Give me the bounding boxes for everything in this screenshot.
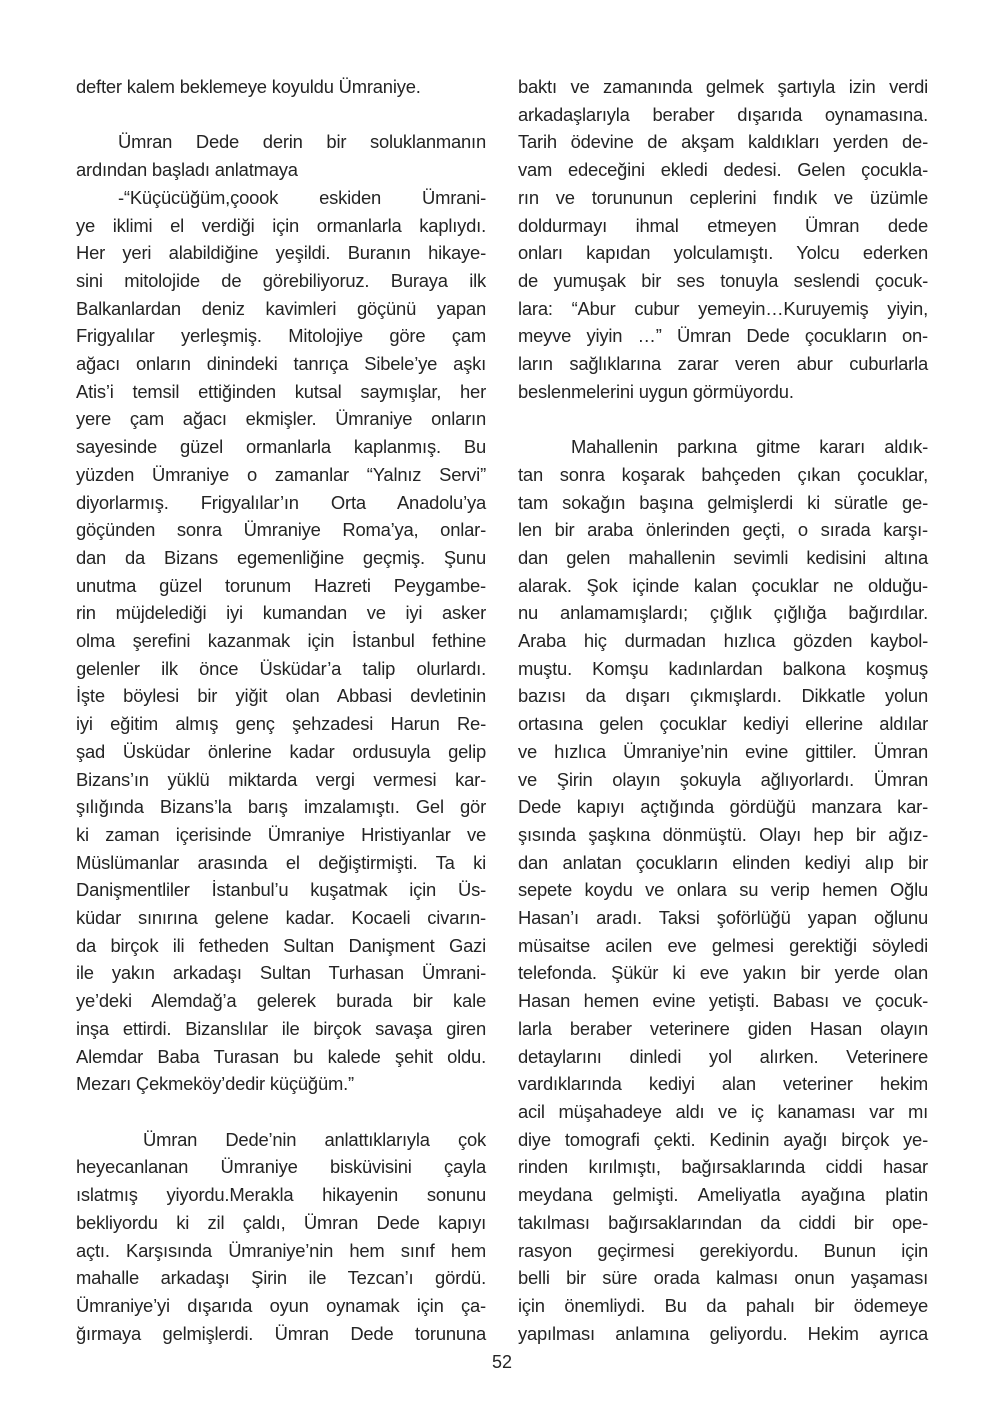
text-line: küdar sınırına gelene kadar. Kocaeli civarın-	[76, 907, 486, 929]
text-line: tam sokağın başına gelmişlerdi ki süratle ge-	[518, 491, 928, 513]
text-line: doldurmayı ihmal etmeyen Ümran dede	[518, 214, 928, 236]
text-line: göçünden sonra Ümraniye Roma’ya, onlar-	[76, 519, 486, 541]
text-line: ların sağlıklarına zarar veren abur cuburlarla	[518, 353, 928, 375]
text-line: de yumuşak bir ses tonuyla seslendi çocuk-	[518, 269, 928, 291]
text-line: lara: “Abur cubur yemeyin…Kuruyemiş yiyin,	[518, 297, 928, 319]
text-line: nu anlamamışlardı; çığlık çığlığa bağırdılar.	[518, 602, 928, 624]
text-line: belli bir süre orada kalması onun yaşaması	[518, 1267, 928, 1289]
text-line: Bizans’ın yüklü miktarda vergi vermesi kar-	[76, 768, 486, 790]
text-line: Müslümanlar arasında el değiştirmişti. Ta ki	[76, 851, 486, 873]
text-line: ıslatmış yiyordu.Merakla hikayenin sonunu	[76, 1184, 486, 1206]
text-line: diye tomografi çekti. Kedinin ayağı birçok ye-	[518, 1128, 928, 1150]
text-line: Dede kapıyı açtığında gördüğü manzara kar-	[518, 796, 928, 818]
text-line: larla beraber veterinere giden Hasan olayın	[518, 1017, 928, 1039]
paragraph	[518, 433, 928, 1347]
paragraph	[76, 1126, 486, 1348]
text-line: yere çam ağacı ekmişler. Ümraniye onların	[76, 408, 486, 430]
text-line: rinden kırılmıştı, bağırsaklarında ciddi hasar	[518, 1156, 928, 1178]
text-line: rasyon geçirmesi gerekiyordu. Bunun için	[518, 1239, 928, 1261]
text-line: takılması bağırsaklarından da ciddi bir ope-	[518, 1211, 928, 1233]
text-line: heyecanlanan Ümraniye bisküvisini çayla	[76, 1156, 486, 1178]
text-line: bekliyordu ki zil çaldı, Ümran Dede kapıyı	[76, 1211, 486, 1233]
text-line: tan sonra koşarak bahçeden çıkan çocuklar,	[518, 463, 928, 485]
paragraph	[76, 73, 486, 101]
text-line: baktı ve zamanında gelmek şartıyla izin verdi	[518, 76, 928, 97]
text-line: müsaitse acilen eve gelmesi gerektiği söyledi	[518, 934, 928, 956]
text-line: yüzden Ümraniye o zamanlar “Yalnız Servi”	[76, 463, 486, 485]
text-line: Balkanlardan deniz kavimleri göçünü yapan	[76, 297, 486, 319]
text-line: olma şerefini kazanmak için İstanbul fethine	[76, 630, 486, 652]
text-line: Hasan hemen evine yetişti. Babası ve çocuk-	[518, 990, 928, 1012]
left-column	[76, 73, 486, 1347]
text-line: ki zaman içerisinde Ümraniye Hristiyanlar ve	[76, 823, 486, 845]
text-line: dan gelen mahallenin sevimli kedisini altına	[518, 546, 928, 568]
paragraph	[518, 73, 928, 405]
text-line: mahalle arkadaşı Şirin ile Tezcan’ı gördü.	[76, 1267, 486, 1289]
text-line: dan da Bizans egemenliğine geçmiş. Şunu	[76, 546, 486, 568]
text-line: ğırmaya gelmişlerdi. Ümran Dede torununa	[76, 1322, 486, 1344]
text-line: Atis’i temsil ettiğinden kutsal saymışlar, her	[76, 380, 486, 402]
text-line: Her yeri alabildiğine yeşildi. Buranın hikaye-	[76, 242, 486, 264]
text-line: acil müşahadeye aldı ve iç kanaması var mı	[518, 1101, 928, 1122]
text-line: Alemdar Baba Turasan bu kalede şehit oldu.	[76, 1045, 486, 1067]
text-line: Ümran Dede derin bir soluklanmanın	[118, 131, 486, 153]
text-line: Ümran Dede’nin anlattıklarıyla çok	[143, 1128, 486, 1150]
text-line: meyve yiyin …” Ümran Dede çocukların on-	[518, 325, 928, 347]
text-line: arkadaşlarıyla beraber dışarıda oynamasına.	[518, 103, 928, 125]
text-line: telefonda. Şükür ki eve yakın bir yerde olan	[518, 962, 928, 984]
text-line: sayesinde güzel ormanlarla kaplanmış. Bu	[76, 436, 486, 458]
text-line: şılığında Bizans’la barış imzalamıştı. Gel gör	[76, 796, 486, 818]
text-line: beslenmelerini uygun görmüyordu.	[518, 380, 794, 402]
paragraph	[76, 184, 486, 1098]
text-line: Mahallenin parkına gitme kararı aldık-	[571, 436, 928, 458]
text-line: onları kapıdan yolculamıştı. Yolcu ederken	[518, 242, 928, 264]
text-line: Araba hiç durmadan hızlıca gözden kaybol-	[518, 630, 928, 652]
text-line: len bir araba önlerinden geçti, o sırada karşı-	[518, 519, 928, 541]
text-line: şad Üsküdar önlerine kadar ordusuyla gelip	[76, 740, 486, 762]
text-line: -“Küçücüğüm,çoook eskiden Ümrani-	[118, 186, 486, 208]
text-line: vardıklarında kediyi alan veteriner hekim	[518, 1073, 928, 1095]
text-line: Danişmentliler İstanbul’u kuşatmak için Üs-	[76, 879, 486, 901]
text-line: iyi eğitim almış genç şehzadesi Harun Re-	[76, 713, 486, 735]
text-line: detaylarını dinledi yol alırken. Veterinere	[518, 1045, 928, 1067]
text-line: ve Şirin olayın şokuyla ağlıyorlardı. Ümran	[518, 768, 928, 790]
text-line: İşte böylesi bir yiğit olan Abbasi devletinin	[76, 685, 486, 707]
text-line: diyorlarmış. Frigyalılar’ın Orta Anadolu’ya	[76, 491, 486, 513]
text-line: muştu. Komşu kadınlardan balkona koşmuş	[518, 657, 928, 679]
text-line: unutma güzel torunum Hazreti Peygambe-	[76, 574, 486, 596]
page-number: 52	[491, 1352, 513, 1372]
text-line: ye iklimi el verdiği için ormanlarla kaplıydı.	[76, 214, 486, 236]
text-line: Ümraniye’yi dışarıda oyun oynamak için ça-	[76, 1294, 486, 1316]
text-line: defter kalem beklemeye koyuldu Ümraniye.	[76, 76, 421, 97]
text-line: Hasan’ı aradı. Taksi şoförlüğü yapan oğlunu	[518, 907, 928, 929]
text-line: açtı. Karşısında Ümraniye’nin hem sınıf hem	[76, 1239, 486, 1261]
text-line: sepete koydu ve onlara su verip hemen Oğlu	[518, 879, 928, 901]
text-line: ye’deki Alemdağ’a gelerek burada bir kale	[76, 990, 486, 1012]
text-line: rin müjdelediği iyi kumandan ve iyi asker	[76, 602, 486, 624]
text-line: ve hızlıca Ümraniye’nin evine gittiler. Ümran	[518, 740, 928, 762]
paragraph	[76, 128, 486, 183]
text-line: Tarih ödevine de akşam kaldıkları yerden de-	[518, 131, 928, 153]
text-line: ortasına gelen çocuklar kediyi ellerine aldılar	[518, 713, 928, 735]
text-line: için önemliydi. Bu da pahalı bir ödemeye	[518, 1294, 928, 1316]
text-line: meydana gelmişti. Ameliyatla ayağına platin	[518, 1184, 928, 1206]
text-line: Mezarı Çekmeköy’dedir küçüğüm.”	[76, 1073, 354, 1095]
text-line: yapılması anlamına geliyordu. Hekim ayrıca	[518, 1322, 928, 1344]
text-line: Frigyalılar yerleşmiş. Mitolojiye göre çam	[76, 325, 486, 347]
text-line: ardından başladı anlatmaya	[76, 159, 298, 181]
text-line: bazısı da dışarı çıkmışlardı. Dikkatle yolun	[518, 685, 928, 707]
text-line: şısında şaşkına dönmüştü. Olayı hep bir ağız-	[518, 823, 928, 845]
right-column	[518, 73, 928, 1347]
text-line: da birçok ili fetheden Sultan Danişment Gazi	[76, 934, 486, 956]
text-line: ağacı onların dinindeki tanrıça Sibele’ye aşkı	[76, 353, 486, 375]
text-columns	[76, 73, 928, 1347]
text-line: vam edeceğini ekledi dedesi. Gelen çocukla-	[518, 159, 928, 181]
text-line: rın ve torununun ceplerini fındık ve üzümle	[518, 186, 928, 208]
text-line: inşa ettirdi. Bizanslılar ile birçok savaşa giren	[76, 1017, 486, 1039]
text-line: dan anlatan çocukların elinden kediyi alıp bir	[518, 851, 928, 873]
text-line: ile yakın arkadaşı Sultan Turhasan Ümrani-	[76, 962, 486, 984]
text-line: alarak. Şok içinde kalan çocuklar ne olduğu-	[518, 574, 928, 596]
text-line: sini mitolojide de görebiliyoruz. Buraya ilk	[76, 269, 486, 291]
text-line: gelenler ilk önce Üsküdar’a talip olurlardı.	[76, 657, 486, 679]
